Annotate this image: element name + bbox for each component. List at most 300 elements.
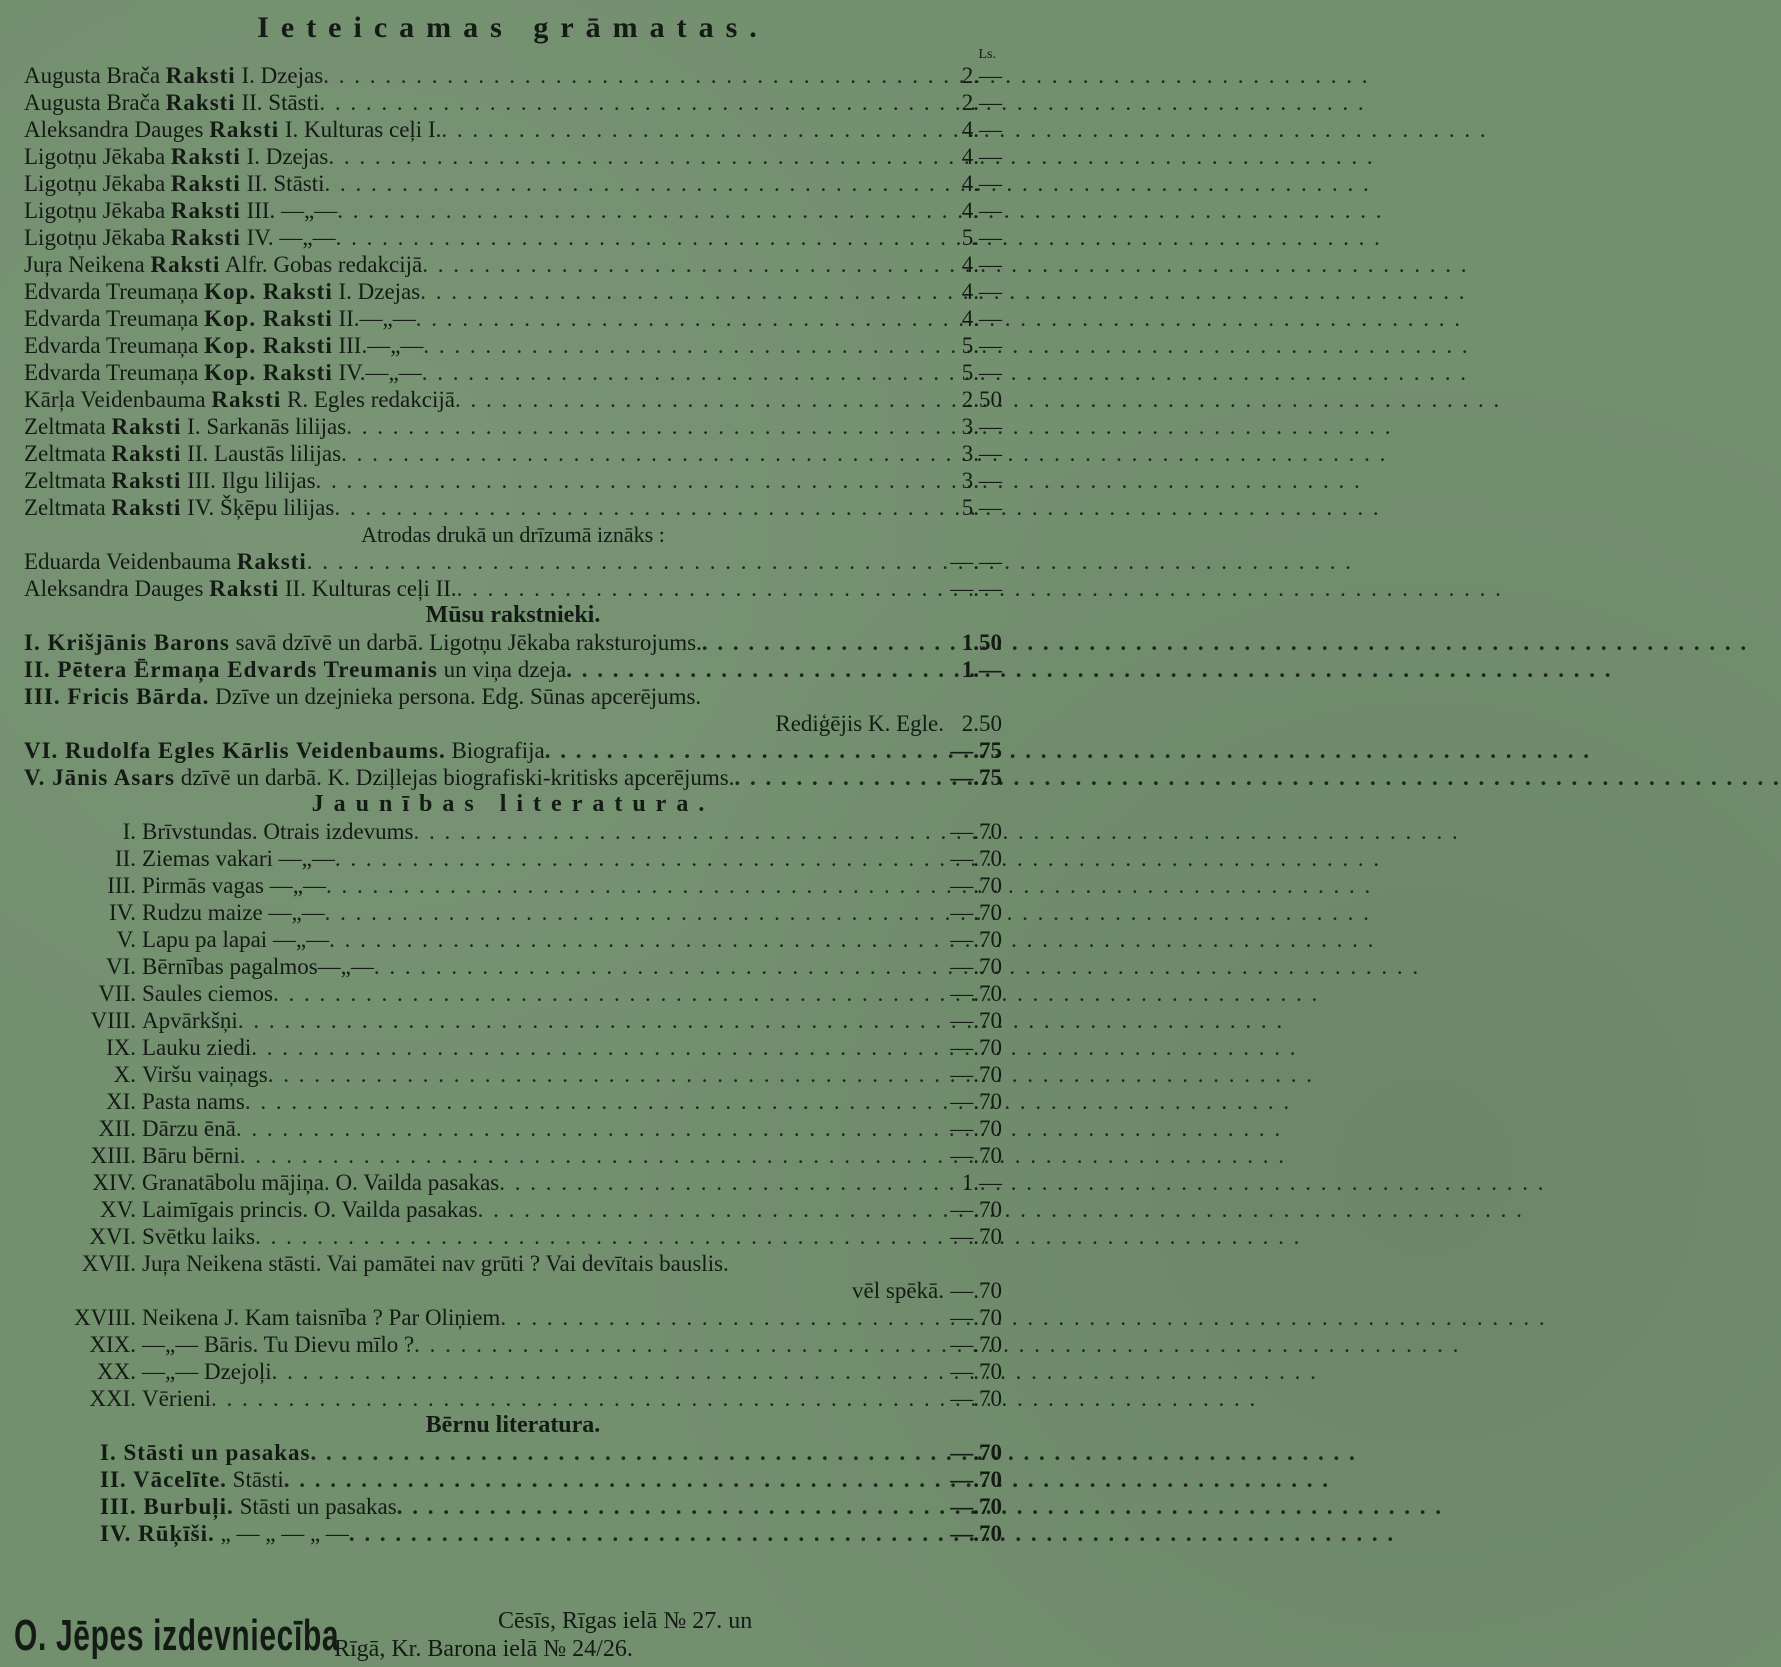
book-row: [24, 62, 1002, 89]
book-price: 4.—: [961, 117, 1002, 142]
book-volume: R. Egles redakcijā: [287, 387, 455, 412]
book-volume: IV.—„—: [338, 360, 422, 385]
youth-number: XX.: [97, 1359, 136, 1384]
book-row: [24, 305, 1002, 332]
book-row: [24, 359, 1002, 386]
youth-entry: [24, 1034, 251, 1061]
youth-text: Pasta nams: [142, 1089, 245, 1114]
book-row: [24, 89, 1002, 116]
book-price: 3.—: [961, 468, 1002, 493]
leader-dots: [414, 1331, 944, 1358]
leader-dots: [397, 1493, 944, 1520]
youth-price: —.70: [950, 1224, 1002, 1249]
youth-number: III.: [107, 873, 136, 898]
book-entry: [24, 440, 341, 467]
book-author: Kārļa Veidenbauma: [24, 387, 206, 412]
book-price: 3.—: [961, 414, 1002, 439]
youth-number: XI.: [105, 1089, 136, 1114]
youth-price: —.70: [950, 1116, 1002, 1141]
youth-text: Pirmās vagas —„—: [142, 873, 326, 898]
youth-row: [24, 845, 1002, 872]
youth-number: IX.: [105, 1035, 136, 1060]
in-print-row: [24, 548, 1002, 575]
book-author: Augusta Brača: [24, 90, 161, 115]
youth-entry: [24, 1385, 211, 1412]
in-print-price: —.—: [950, 549, 1002, 574]
youth-price: —.70: [950, 1035, 1002, 1060]
leader-dots: [374, 953, 944, 980]
book-volume: I. Sarkanās lilijas: [187, 414, 347, 439]
writers-title: I. Krišjānis Barons: [24, 630, 230, 655]
book-series: Kop. Raksti: [204, 306, 333, 331]
book-row: [24, 116, 1002, 143]
book-entry: [24, 143, 328, 170]
writers-row: [24, 629, 1002, 656]
leader-dots: [422, 251, 944, 278]
youth-entry: [24, 1088, 245, 1115]
book-series: Raksti: [111, 468, 182, 493]
book-volume: III.—„—: [338, 333, 424, 358]
leader-dots: [240, 1142, 944, 1169]
writers-list: [24, 629, 1002, 683]
youth-entry: [24, 1304, 500, 1331]
youth-price: 1.—: [961, 1170, 1002, 1195]
book-price: 5.—: [961, 360, 1002, 385]
leader-dots: [346, 413, 944, 440]
book-entry: [24, 278, 420, 305]
youth-price: —.70: [950, 1305, 1002, 1330]
book-price: 4.—: [961, 171, 1002, 196]
youth-number: XVI.: [89, 1224, 136, 1249]
writers-entry: [24, 764, 735, 791]
leader-dots: [335, 845, 944, 872]
youth-text: Lauku ziedi: [142, 1035, 252, 1060]
leader-dots: [416, 305, 944, 332]
writers-price: —.75: [950, 738, 1002, 763]
book-author: Ligotņu Jēkaba: [24, 198, 166, 223]
children-row: [24, 1439, 1002, 1466]
book-volume: I. Dzejas: [246, 144, 329, 169]
in-print-note: Atrodas drukā un drīzumā iznāks :: [361, 522, 665, 547]
leader-dots: [735, 764, 945, 791]
book-entry: [24, 305, 416, 332]
book-volume: I. Kulturas ceļi I.: [284, 117, 442, 142]
leader-dots: [316, 467, 944, 494]
youth-number: VII.: [98, 981, 136, 1006]
youth-price: —.70: [950, 900, 1002, 925]
book-row: [24, 143, 1002, 170]
youth-row: [24, 1007, 1002, 1034]
youth-text: Rudzu maize —„—: [142, 900, 325, 925]
children-entry: [24, 1520, 349, 1547]
youth-number: IV.: [108, 900, 136, 925]
book-volume: III. —„—: [246, 198, 338, 223]
youth-entry: [24, 926, 329, 953]
book-entry: [24, 89, 319, 116]
writers-iii-desc: Dzīve un dzejnieka persona. Edg. Sūnas apcerējums.: [215, 684, 702, 709]
children-title: III. Burbuļi.: [100, 1494, 234, 1519]
youth-price: —.70: [950, 1143, 1002, 1168]
writers-iii-price: 2.50: [961, 711, 1002, 736]
book-price: 2.—: [961, 90, 1002, 115]
writers-desc: dzīvē un darbā. K. Dziļlejas biografiski-kritisks apcerējums.: [180, 765, 735, 790]
leader-dots: [441, 116, 944, 143]
book-author: Edvarda Treumaņa: [24, 333, 199, 358]
leader-dots: [310, 1439, 944, 1466]
children-entry: [24, 1466, 284, 1493]
children-heading: Bērnu literatura.: [425, 1412, 601, 1438]
youth-row: [24, 1385, 1002, 1412]
youth-row: [24, 1034, 1002, 1061]
youth-row: [24, 1169, 1002, 1196]
leader-dots: [251, 1034, 944, 1061]
youth-row: [24, 926, 1002, 953]
youth-text: Lapu pa lapai —„—: [142, 927, 330, 952]
book-author: Juŗa Neikena: [24, 252, 145, 277]
book-price: 2.50: [961, 387, 1002, 412]
leader-dots: [325, 899, 944, 926]
youth-row: [24, 899, 1002, 926]
book-entry: [24, 359, 422, 386]
in-print-volume: II. Kulturas ceļi II.: [284, 576, 457, 601]
book-volume: I. Dzejas: [338, 279, 421, 304]
book-series: Raksti: [209, 117, 280, 142]
book-entry: [24, 332, 423, 359]
leader-dots: [500, 1304, 944, 1331]
book-row: [24, 386, 1002, 413]
book-price: 4.—: [961, 306, 1002, 331]
book-volume: I. Dzejas: [241, 63, 324, 88]
leader-dots: [273, 980, 944, 1007]
youth-number: II.: [114, 846, 136, 871]
book-author: Zeltmata: [24, 441, 106, 466]
book-series: Raksti: [170, 171, 241, 196]
book-row: [24, 251, 1002, 278]
youth-number: XV.: [99, 1197, 136, 1222]
leader-dots: [329, 926, 944, 953]
leader-dots: [499, 1169, 944, 1196]
in-print-entry: [24, 548, 307, 575]
leader-dots: [325, 170, 944, 197]
youth-text: Bērnības pagalmos—„—: [142, 954, 374, 979]
youth-number: I.: [122, 819, 136, 844]
youth-number: VIII.: [90, 1008, 136, 1033]
youth-list: [24, 818, 1002, 1250]
youth-row: [24, 1061, 1002, 1088]
children-desc: Stāsti: [232, 1467, 284, 1492]
youth-number: XVIII.: [74, 1305, 136, 1330]
book-series: Raksti: [165, 90, 236, 115]
youth-number: XXI.: [89, 1386, 136, 1411]
book-price: 3.—: [961, 441, 1002, 466]
writers-entry: [24, 737, 545, 764]
writers-title: V. Jānis Asars: [24, 765, 175, 790]
book-author: Zeltmata: [24, 468, 106, 493]
youth-price: —.70: [950, 846, 1002, 871]
book-volume: Alfr. Gobas redakcijā: [224, 252, 423, 277]
youth-text: Svētku laiks: [142, 1224, 256, 1249]
youth-price: —.70: [950, 873, 1002, 898]
youth-price: —.70: [950, 819, 1002, 844]
leader-dots: [422, 359, 944, 386]
book-row: [24, 197, 1002, 224]
book-series: Raksti: [111, 441, 182, 466]
children-list: [24, 1439, 1002, 1547]
youth-row: [24, 1331, 1002, 1358]
youth-text: Vērieni: [142, 1386, 211, 1411]
book-series: Kop. Raksti: [204, 333, 333, 358]
leader-dots: [323, 62, 944, 89]
youth-text: Neikena J. Kam taisnība ? Par Oliņiem: [142, 1305, 501, 1330]
youth-row: [24, 1304, 1002, 1331]
book-volume: IV. Šķēpu lilijas: [187, 495, 335, 520]
youth-text: Bāru bērni: [142, 1143, 240, 1168]
youth-row: [24, 1196, 1002, 1223]
writers-row-iii: [24, 683, 1002, 710]
book-price: 5.—: [961, 225, 1002, 250]
book-row: [24, 278, 1002, 305]
youth-entry: [24, 1331, 414, 1358]
youth-row: [24, 872, 1002, 899]
book-row: [24, 467, 1002, 494]
youth-number: V.: [116, 927, 136, 952]
youth-entry: [24, 1358, 272, 1385]
youth-number: XIII.: [90, 1143, 136, 1168]
writers-row: [24, 764, 1002, 791]
in-print-series: Raksti: [209, 576, 280, 601]
youth-number: X.: [113, 1062, 136, 1087]
book-price: 2.—: [961, 63, 1002, 88]
writers-price: 1.50: [961, 630, 1002, 655]
leader-dots: [702, 629, 944, 656]
in-print-series: Raksti: [236, 549, 307, 574]
writers-row-iii-editor: [24, 710, 1002, 737]
book-row: [24, 413, 1002, 440]
children-desc: „ — „ — „ —: [220, 1521, 349, 1546]
youth-row: [24, 1088, 1002, 1115]
book-series: Raksti: [165, 63, 236, 88]
book-author: Edvarda Treumaņa: [24, 360, 199, 385]
book-price: 4.—: [961, 198, 1002, 223]
children-row: [24, 1466, 1002, 1493]
book-series: Kop. Raksti: [204, 279, 333, 304]
writers-heading: Mūsu rakstnieki.: [425, 602, 601, 628]
children-row: [24, 1520, 1002, 1547]
youth-row: [24, 818, 1002, 845]
in-print-author: Eduarda Veidenbauma: [24, 549, 232, 574]
youth-number: XIX.: [89, 1332, 136, 1357]
leader-dots: [341, 440, 944, 467]
leader-dots: [545, 737, 944, 764]
leader-dots: [334, 494, 944, 521]
book-author: Augusta Brača: [24, 63, 161, 88]
youth-xvii-cont: vēl spēkā.: [852, 1278, 944, 1303]
writers-title: VI. Rudolfa Egles Kārlis Veidenbaums.: [24, 738, 446, 763]
book-price: 4.—: [961, 279, 1002, 304]
youth-entry: [24, 953, 374, 980]
book-author: Ligotņu Jēkaba: [24, 144, 166, 169]
youth-entry: [24, 1196, 478, 1223]
book-author: Zeltmata: [24, 495, 106, 520]
book-entry: [24, 467, 316, 494]
publisher-footer: [14, 1606, 1014, 1666]
writers-desc: savā dzīvē un darbā. Ligotņu Jēkaba raksturojums.: [235, 630, 702, 655]
book-series: Raksti: [170, 225, 241, 250]
youth-text: Brīvstundas. Otrais izdevums: [142, 819, 414, 844]
youth-price: —.70: [950, 1332, 1002, 1357]
book-author: Ligotņu Jēkaba: [24, 225, 166, 250]
book-volume: IV. —„—: [246, 225, 336, 250]
in-print-list: [24, 548, 1002, 602]
writers-price: 1.—: [961, 657, 1002, 682]
book-series: Raksti: [211, 387, 282, 412]
youth-text: Saules ciemos: [142, 981, 273, 1006]
children-price: —.70: [950, 1467, 1002, 1492]
publisher-address-cesis: Cēsīs, Rīgas ielā № 27. un: [498, 1608, 753, 1634]
book-volume: III. Ilgu lilijas: [187, 468, 316, 493]
leader-dots: [319, 89, 944, 116]
children-entry: [24, 1439, 310, 1466]
book-row: [24, 170, 1002, 197]
book-volume: II. Laustās lilijas: [187, 441, 342, 466]
writers-tail-list: [24, 737, 1002, 791]
youth-entry: [24, 818, 414, 845]
youth-row: [24, 980, 1002, 1007]
leader-dots: [337, 197, 944, 224]
youth-price: —.70: [950, 1008, 1002, 1033]
children-row: [24, 1493, 1002, 1520]
youth-entry: [24, 872, 326, 899]
youth-entry: [24, 1169, 499, 1196]
youth-number: XIV.: [92, 1170, 136, 1195]
youth-entry: [24, 1007, 238, 1034]
leader-dots: [423, 332, 944, 359]
book-series: Raksti: [111, 414, 182, 439]
leader-dots: [414, 818, 945, 845]
book-entry: [24, 197, 337, 224]
leader-dots: [245, 1088, 944, 1115]
youth-xvii-num: XVII.: [81, 1251, 136, 1276]
leader-dots: [326, 872, 944, 899]
youth-row: [24, 953, 1002, 980]
book-author: Zeltmata: [24, 414, 106, 439]
youth-tail-list: [24, 1304, 1002, 1412]
writers-price: —.75: [950, 765, 1002, 790]
youth-price: —.70: [950, 1386, 1002, 1411]
youth-xvii-price: —.70: [950, 1278, 1002, 1303]
book-row: [24, 332, 1002, 359]
in-print-entry: [24, 575, 457, 602]
children-price: —.70: [950, 1440, 1002, 1465]
book-entry: [24, 494, 334, 521]
book-entry: [24, 386, 455, 413]
youth-row-xvii-cont: [24, 1277, 1002, 1304]
book-row: [24, 494, 1002, 521]
youth-entry: [24, 1115, 236, 1142]
in-print-author: Aleksandra Dauges: [24, 576, 204, 601]
writers-desc: Biografija: [451, 738, 545, 763]
book-author: Ligotņu Jēkaba: [24, 171, 166, 196]
book-series: Raksti: [150, 252, 221, 277]
leader-dots: [255, 1223, 944, 1250]
youth-number: VI.: [105, 954, 136, 979]
children-title: II. Vācelīte.: [100, 1467, 227, 1492]
children-desc: Stāsti un pasakas: [239, 1494, 397, 1519]
leader-dots: [336, 224, 944, 251]
children-title: IV. Rūķīši.: [100, 1521, 215, 1546]
currency-label: Ls.: [978, 47, 996, 62]
writers-desc: un viņa dzeja: [443, 657, 567, 682]
book-entry: [24, 116, 441, 143]
youth-entry: [24, 899, 325, 926]
youth-row: [24, 1358, 1002, 1385]
youth-entry: [24, 1223, 255, 1250]
book-series: Kop. Raksti: [204, 360, 333, 385]
youth-entry: [24, 980, 273, 1007]
book-price: 4.—: [961, 252, 1002, 277]
book-series: Raksti: [111, 495, 182, 520]
youth-price: —.70: [950, 1359, 1002, 1384]
writers-iii-editor: Rediģējis K. Egle.: [775, 711, 944, 736]
book-volume: II.—„—: [338, 306, 416, 331]
children-entry: [24, 1493, 397, 1520]
writers-title: II. Pētera Ērmaņa Edvards Treumanis: [24, 657, 438, 682]
youth-row: [24, 1223, 1002, 1250]
leader-dots: [268, 1061, 944, 1088]
youth-entry: [24, 1142, 240, 1169]
writers-entry: [24, 656, 566, 683]
writers-row: [24, 656, 1002, 683]
children-price: —.70: [950, 1494, 1002, 1519]
leader-dots: [272, 1358, 944, 1385]
book-entry: [24, 224, 336, 251]
book-series: Raksti: [170, 198, 241, 223]
youth-text: Dārzu ēnā: [142, 1116, 236, 1141]
leader-dots: [457, 575, 944, 602]
leader-dots: [328, 143, 944, 170]
youth-text: Apvārkšņi: [142, 1008, 238, 1033]
book-price: 5.—: [961, 333, 1002, 358]
leader-dots: [236, 1115, 944, 1142]
youth-number: XII.: [98, 1116, 136, 1141]
in-print-price: —.—: [950, 576, 1002, 601]
leader-dots: [478, 1196, 944, 1223]
book-row: [24, 224, 1002, 251]
leader-dots: [284, 1466, 944, 1493]
leader-dots: [455, 386, 944, 413]
leader-dots: [420, 278, 944, 305]
youth-text: Laimīgais princis. O. Vailda pasakas: [142, 1197, 478, 1222]
youth-text: —„— Dzejoļi: [142, 1359, 272, 1384]
book-series: Raksti: [170, 144, 241, 169]
children-price: —.70: [950, 1521, 1002, 1546]
leader-dots: [349, 1520, 944, 1547]
youth-price: —.70: [950, 981, 1002, 1006]
writers-row: [24, 737, 1002, 764]
leader-dots: [211, 1385, 944, 1412]
book-price: 4.—: [961, 144, 1002, 169]
book-entry: [24, 251, 422, 278]
youth-heading: Jaunības literatura.: [311, 791, 715, 817]
book-entry: [24, 62, 323, 89]
youth-price: —.70: [950, 1062, 1002, 1087]
publisher-name: O. Jēpes izdevniecība: [14, 1611, 340, 1660]
youth-text: —„— Bāris. Tu Dievu mīlo ?: [142, 1332, 415, 1357]
youth-price: —.70: [950, 954, 1002, 979]
youth-row: [24, 1115, 1002, 1142]
book-entry: [24, 413, 346, 440]
book-volume: II. Stāsti: [246, 171, 325, 196]
